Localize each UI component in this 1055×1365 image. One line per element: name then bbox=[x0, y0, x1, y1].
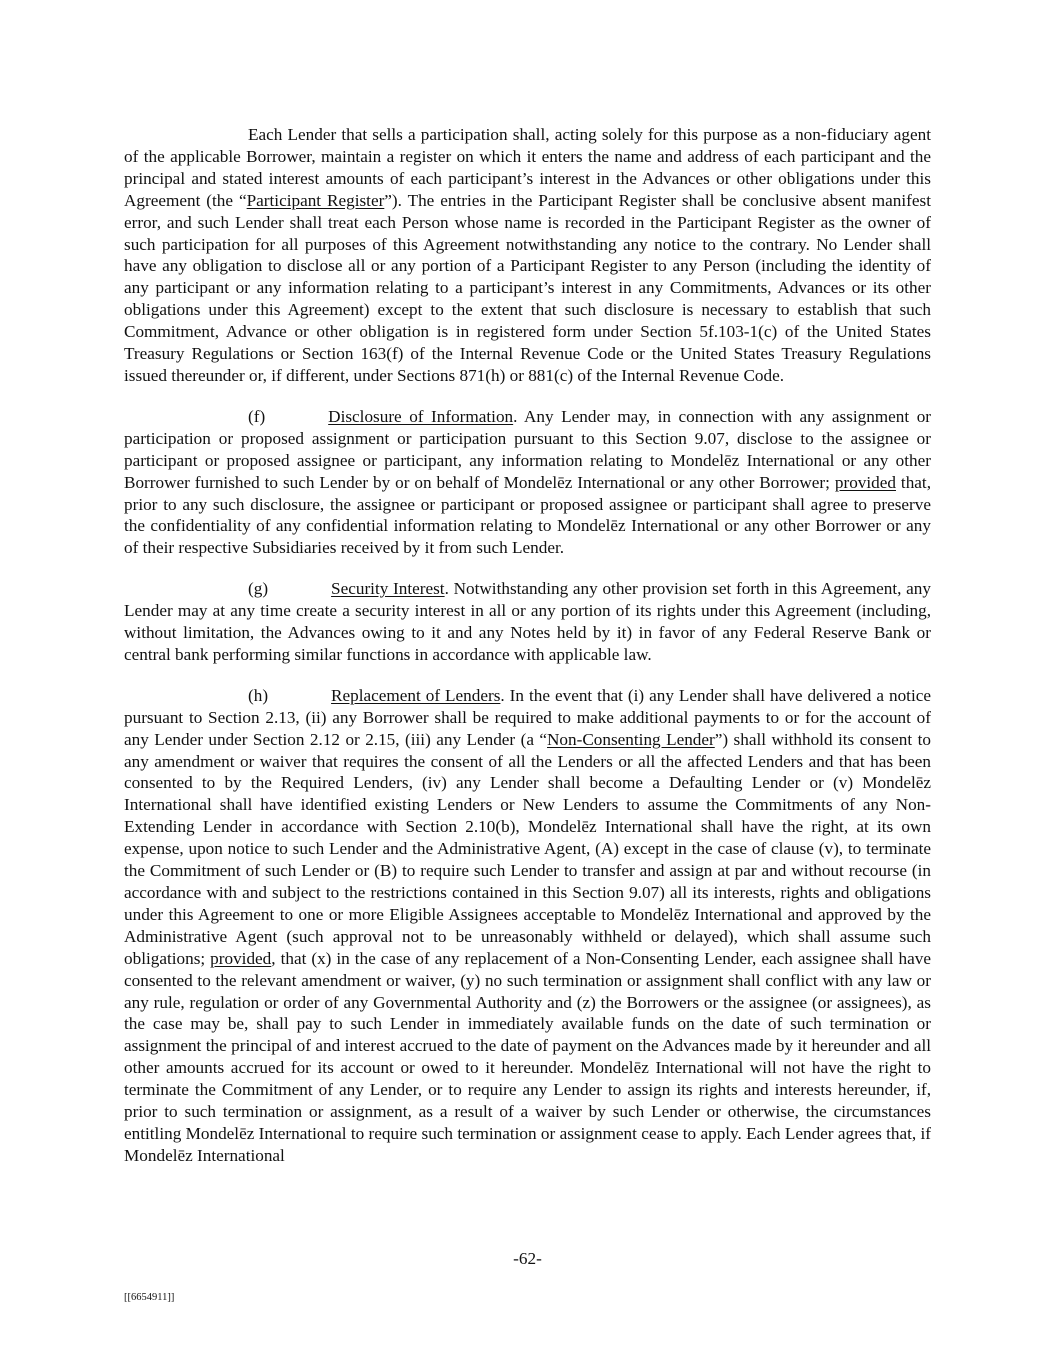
section-h-text-3: , that (x) in the case of any replacement of a Non-Consenting Lender, each assignee shall have consented to the relevant amendment or waiver, (y) no such termination or assignment shall conflict with any law or any rule, regulation or order of any Governmental Authority and (z) the Borrowers or the assignee (or assignees), as the case may be, shall pay to such Lender in immediately available funds on the date of such termination or assignment the principal of and interest accrued to the date of payment on the Advances made by it hereunder and all other amounts accrued for its account or owed to it hereunder. Mondelēz International will not have the right to terminate the Commitment of any Lender, or to require any Lender to assign its rights and interests hereunder, if, prior to such termination or assignment, as a result of a waiver by such Lender or otherwise, the circumstances entitling Mondelēz International to require such termination or assignment cease to apply. Each Lender agrees that, if Mondelēz International bbox=[124, 948, 931, 1165]
section-f-text-1: . Any Lender may, in connection with any assignment or participation or proposed assignment or participation pursuant to this Section 9.07, disclose to the assignee or participant or proposed assignee or participant, any information relating to Mondelēz International or any other Borrower furnished to such Lender by or on behalf of Mondelēz International or any other Borrower; bbox=[124, 406, 932, 492]
participant-register-text-1: Each Lender that sells a participation shall, acting solely for this purpose as a non-fiduciary agent of the applicable Borrower, maintain a register on which it enters the name and address of each participant and the principal and stated interest amounts of each participant’s interest in the Advances or other obligations under this Agreement (the “ bbox=[124, 125, 931, 210]
section-h-text-1: . In the event that (i) any Lender shall have delivered a notice pursuant to Section 2.13, (ii) any Borrower shall be required to make additional payments to or for the account of any Lender under Section 2.12 or 2.15, (iii) any Lender (a “ bbox=[124, 685, 931, 749]
page-body bbox=[124, 124, 931, 1186]
section-h-label: (h) bbox=[248, 685, 269, 705]
page-number: -62- bbox=[513, 1249, 542, 1268]
participant-register-defined-term: Participant Register bbox=[246, 190, 385, 210]
section-g-text-1: . Notwithstanding any other provision set forth in this Agreement, any Lender may at any time create a security interest in all or any portion of its rights under this Agreement (including, without limitation, the Advances owing to it and any Notes held by it) in favor of any Federal Reserve Bank or central bank performing similar functions in accordance with applicable law. bbox=[124, 579, 931, 664]
section-g-heading: Security Interest bbox=[331, 579, 445, 599]
paragraph-participant-register bbox=[124, 124, 931, 387]
section-h-provided: provided bbox=[210, 948, 272, 968]
section-g-security-interest bbox=[124, 578, 931, 666]
section-h-replacement-of-lenders bbox=[124, 685, 931, 1167]
document-id: [[6654911]] bbox=[124, 1292, 175, 1303]
section-f-label: (f) bbox=[248, 406, 266, 426]
section-f-provided: provided bbox=[834, 472, 896, 492]
participant-register-text-2: ”). The entries in the Participant Register shall be conclusive absent manifest error, and such Lender shall treat each Person whose name is recorded in the Participant Register as the owner of such participation for all purposes of this Agreement notwithstanding any notice to the contrary. No Lender shall have any obligation to disclose all or any portion of a Participant Register to any Person (including the identity of any participant or any information relating to a participant’s interest in any Commitments, Advances or its other obligations under this Agreement) except to the extent that such disclosure is necessary to establish that such Commitment, Advance or other obligation is in registered form under Section 5f.103-1(c) of the United States Treasury Regulations or Section 163(f) of the Internal Revenue Code or the United States Treasury Regulations issued thereunder or, if different, under Sections 871(h) or 881(c) of the Internal Revenue Code. bbox=[124, 190, 931, 385]
section-f-text-2: that, prior to any such disclosure, the assignee or participant or proposed assignee or participant shall agree to preserve the confidentiality of any confidential information relating to Mondelēz International or any other Borrower or any of their respective Subsidiaries received by it from such Lender. bbox=[124, 472, 931, 558]
section-h-text-2: ”) shall withhold its consent to any amendment or waiver that requires the consent of all the Lenders or all the affected Lenders and that has been consented to by the Required Lenders, (iv) any Lender shall become a Defaulting Lender or (v) Mondelēz International shall have identified existing Lenders or New Lenders to assume the Commitments of any Non-Extending Lender in accordance with Section 2.10(b), Mondelēz International shall have the right, at its own expense, upon notice to such Lender and the Administrative Agent, (A) except in the case of clause (v), to terminate the Commitment of such Lender or (B) to require such Lender to transfer and assign at par and without recourse (in accordance with and subject to the restrictions contained in this Section 9.07) all its interests, rights and obligations under this Agreement to one or more Eligible Assignees acceptable to Mondelēz International and approved by the Administrative Agent (such approval not to be unreasonably withheld or delayed), which shall assume such obligations; bbox=[124, 729, 931, 968]
section-f-disclosure-of-information bbox=[124, 406, 931, 559]
section-f-heading: Disclosure of Information bbox=[328, 406, 514, 426]
section-h-heading: Replacement of Lenders bbox=[331, 685, 501, 705]
section-h-defined-term: Non-Consenting Lender bbox=[547, 729, 715, 749]
section-g-label: (g) bbox=[248, 579, 269, 599]
